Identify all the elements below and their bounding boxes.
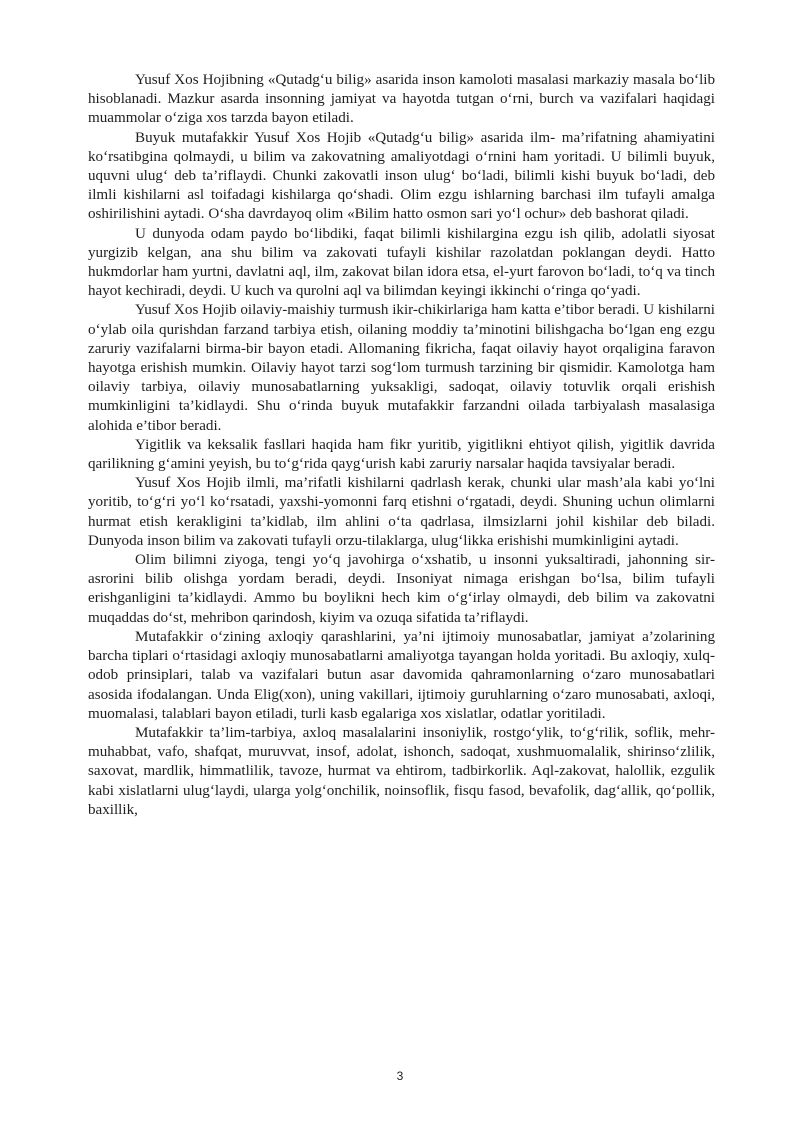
paragraph: Mutafakkir o‘zining axloqiy qarashlarini, ya’ni ijtimoiy munosabatlar, jamiyat a’zolarining barcha tiplari o‘rtasidagi axloqiy munosabatlarni amaliyotga tayangan holda yoritadi. Bu axloqiy, xulq-odob prinsiplari, talab va vazifalari butun asar davomida qahramonlarning o‘zaro munosabatlari asosida ifodalangan. Unda Elig(xon), uning vakillari, ijtimoiy guruhlarning o‘zaro munosabati, axloqi, muomalasi, talablari bayon etiladi, turli kasb egalariga xos xislatlar, odatlar yoritiladi. — [88, 628, 715, 722]
page-number: 3 — [396, 1069, 404, 1083]
paragraph: Mutafakkir ta’lim-tarbiya, axloq masalalarini insoniylik, rostgo‘ylik, to‘g‘rilik, soflik, mehr-muhabbat, vafo, shafqat, muruvvat, insof, adolat, ishonch, sadoqat, xushmuomalalik, shirinso‘zlilik, saxovat, mardlik, himmatlilik, tavoze, hurmat va ehtirom, tadbirkorlik. Aql-zakovat, halollik, ezgulik kabi xislatlarni ulug‘laydi, ularga yolg‘onchilik, noinsoflik, fisqu fasod, bevafolik, dag‘allik, qo‘pollik, baxillik, — [88, 724, 715, 818]
paragraph: Buyuk mutafakkir Yusuf Xos Hojib «Qutadg‘u bilig» asarida ilm- ma’rifatning ahamiyatini ko‘rsatibgina qolmaydi, u bilim va zakovatning amaliyotdagi o‘rnini ham yoritadi. U bilimli buyuk, uquvni ulug‘ deb ta’riflaydi. Chunki zakovatli inson ulug‘ bo‘ladi, bilimli kishi buyuk bo‘ladi, deb ilmli kishilarni asl toifadagi kishilarga qo‘shadi. Olim ezgu ishlarning barchasi ilm tufayli amalga oshirilishini aytadi. O‘sha davrdayoq olim «Bilim hatto osmon sari yo‘l ochur» deb bashorat qiladi. — [88, 129, 715, 223]
paragraph: U dunyoda odam paydo bo‘libdiki, faqat bilimli kishilargina ezgu ish qilib, adolatli siyosat yurgizib kelgan, ana shu bilim va zakovati tufayli kishilar razolatdan poklangan deydi. Hatto hukmdorlar ham yurtni, davlatni aql, ilm, zakovat bilan idora etsa, el-yurt farovon bo‘ladi, to‘q va tinch hayot kechiradi, deydi. U kuch va qurolni aql va bilimdan keyingi ikkinchi o‘ringa qo‘yadi. — [88, 225, 715, 300]
paragraph: Olim bilimni ziyoga, tengi yo‘q javohirga o‘xshatib, u insonni yuksaltiradi, jahonning sir-asrorini bilib olishga yordam beradi, deydi. Insoniyat nimaga erishgan bo‘lsa, bilim tufayli erishganligini ta’kidlaydi. Ammo bu boylikni hech kim o‘g‘irlay olmaydi, deb bilim va zakovatni muqaddas do‘st, mehribon qarindosh, kiyim va ozuqa sifatida ta’riflaydi. — [88, 552, 715, 626]
paragraph: Yusuf Xos Hojib oilaviy-maishiy turmush ikir-chikirlariga ham katta e’tibor beradi. U kishilarni o‘ylab oila qurishdan farzand tarbiya etish, oilaning moddiy ta’minotini bilishgacha bo‘lgan eng ezgu zaruriy vazifalarni birma-bir bayon etadi. Allomaning fikricha, faqat oilaviy hayot orqaligina faravon hayotga erishish mumkin. Oilaviy hayot tarzi sog‘lom turmush tarzining bir qismidir. Kamolotga ham oilaviy tarbiya, oilaviy munosabatlarning yuksakligi, sadoqat, oilaviy totuvlik orqali erishish mumkinligini ta’kidlaydi. Shu o‘rinda buyuk mutafakkir farzandni oilada tarbiyalash masalasiga alohida e’tibor beradi. — [88, 302, 715, 434]
paragraph: Yusuf Xos Hojib ilmli, ma’rifatli kishilarni qadrlash kerak, chunki ular mash’ala kabi yo‘lni yoritib, to‘g‘ri yo‘l ko‘rsatadi, yaxshi-yomonni farq etishni o‘rgatadi, deydi. Shuning uchun olimlarni hurmat etish kerakligini ta’kidlab, ilm ahlini o‘ta qadrlasa, ilmsizlarni johil kishilar deb biladi. Dunyoda inson bilim va zakovati tufayli orzu-tilaklarga, ulug‘likka erishishi mumkinligini aytadi. — [88, 475, 715, 549]
paragraph: Yigitlik va keksalik fasllari haqida ham fikr yuritib, yigitlikni ehtiyot qilish, yigitlik davrida qarilikning g‘amini yeyish, bu to‘g‘rida qayg‘urish kabi zaruriy narsalar haqida tavsiyalar beradi. — [88, 436, 715, 473]
document-body — [88, 71, 715, 820]
paragraph: Yusuf Xos Hojibning «Qutadg‘u bilig» asarida inson kamoloti masalasi markaziy masala bo‘lib hisoblanadi. Mazkur asarda insonning jamiyat va hayotda tutgan o‘rni, burch va vazifalari haqidagi muammolar o‘ziga xos tarzda bayon etiladi. — [88, 72, 715, 127]
